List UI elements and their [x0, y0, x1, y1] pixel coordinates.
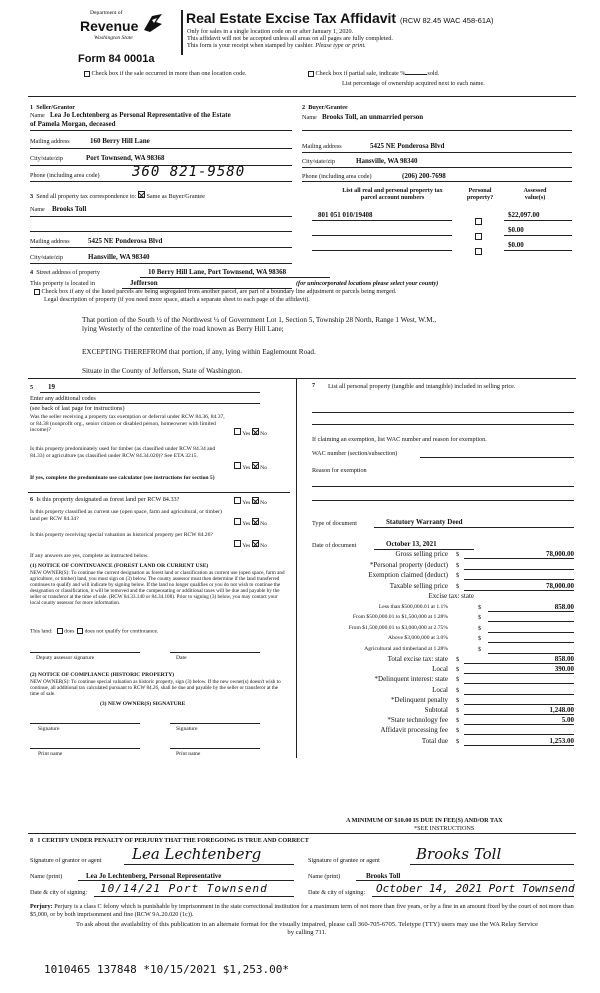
perjury-note: Perjury: Perjury is a class C felony which is punishable by imprisonment in the state correctional institution for a maximum term of not more than five years, or by a fine in an amount fixed by the court of not more than $5,000, or by both imprisonment and fine (RCW 9A.20.020 (1c)).: [30, 903, 574, 918]
codes-note: (see back of last page for instructions): [30, 405, 125, 412]
tax-name[interactable]: Brooks Toll: [52, 205, 87, 213]
currency-symbol: $: [456, 561, 460, 569]
section5-number: 5: [30, 384, 34, 391]
see-instructions: *SEE INSTRUCTIONS: [414, 825, 475, 832]
buyer-name-label: Name: [302, 114, 317, 121]
personal-property-checkbox[interactable]: [475, 242, 482, 260]
notice1-text: NEW OWNER(S): To continue the current designation as forest land or classification as current use (open space, farm and agriculture, or timber) land, you must sign on (3) below. The county assessor must then determine if the land transferred continues to qualify and will indicate by signing below. If the land no longer qualifies or you do not wish to continue the designation or classification, it will be removed and the compensating or additional taxes will be due and payable by the seller or transferor at the time of sale. (RCW 84.33.140 or 84.34.108). Prior to signing (3) below, you may contact your local county assessor for more information.: [30, 570, 285, 607]
section7-number: 7: [312, 382, 316, 389]
s6-q2: Is this property classified as current use (open space, farm and agricultural, or timber) land per RCW 84.34?: [30, 509, 222, 522]
new-owner-print2-label: Print name: [176, 751, 201, 757]
form-title: [186, 10, 494, 26]
doc-date[interactable]: October 13, 2021: [386, 540, 437, 548]
currency-symbol: $: [456, 572, 460, 579]
new-owner-signature-label: Signature: [38, 726, 60, 732]
multi-location-label: Check box if the sale occurred in more than one location code.: [91, 70, 247, 77]
seller-mail[interactable]: 160 Berry Hill Lane: [90, 137, 150, 145]
tax-row-label: Total due: [421, 736, 448, 745]
s6-q2-answer[interactable]: Yes No: [234, 518, 267, 528]
buyer-city[interactable]: Hansville, WA 98340: [356, 157, 418, 165]
currency-symbol: $: [456, 717, 460, 725]
assessed-value[interactable]: $0.00: [508, 241, 524, 249]
header-note-1: Only for sales in a single location code on or after January 1, 2020.: [187, 28, 354, 35]
currency-symbol: $: [456, 676, 460, 684]
new-owner-signature2-label: Signature: [176, 726, 198, 732]
agency-state: Washington State: [94, 35, 133, 41]
legal-line-4: Situate in the County of Jefferson, State of Washington.: [82, 367, 243, 375]
same-as-buyer-checkbox[interactable]: [138, 191, 145, 198]
tax-row-value[interactable]: 390.00: [554, 665, 574, 674]
s6-q3: Is this property receiving special valuation as historical property per RCW 84.26?: [30, 532, 213, 538]
tax-row-label: *Delinquent penalty: [391, 695, 448, 704]
currency-symbol: $: [456, 737, 460, 745]
grantor-name[interactable]: Lea Jo Lechtenberg, Personal Representative: [86, 872, 222, 880]
notice3-title: (3) NEW OWNER(S) SIGNATURE: [100, 701, 186, 707]
tax-mail-label: Mailing address: [30, 238, 70, 245]
form-title-text: Real Estate Excise Tax Affidavit: [186, 10, 397, 26]
header-note-2: This affidavit will not be accepted unless all areas on all pages are fully completed.: [187, 35, 393, 42]
seller-city-label: City/state/zip: [30, 155, 63, 162]
property-street[interactable]: 10 Berry Hill Lane, Port Townsend, WA 98368: [148, 268, 287, 276]
does-checkbox[interactable]: [57, 628, 63, 634]
reason-label: Reason for exemption: [312, 467, 367, 474]
notice1-title: (1) NOTICE OF CONTINUANCE (FOREST LAND OR CURRENT USE): [30, 563, 209, 569]
minimum-note: A MINIMUM OF $10.00 IS DUE IN FEE(S) AND/OR TAX: [346, 817, 503, 824]
partial-sale-check[interactable]: [308, 70, 439, 77]
grantor-date-label: Date & city of signing:: [30, 889, 88, 896]
form-number: Form 84 0001a: [78, 53, 155, 65]
seller-city[interactable]: Port Townsend, WA 98368: [86, 154, 165, 162]
s5-q1-answer[interactable]: Yes No: [234, 428, 267, 438]
header-note-3-text: This form is your receipt when stamped by cashier.: [187, 42, 314, 49]
currency-symbol: $: [478, 603, 482, 611]
tax-row-value[interactable]: 858.00: [554, 655, 574, 663]
s6-q1: 6 Is this property designated as forest land per RCW 84.33?: [30, 496, 180, 503]
grantor-name-label: Name (print): [30, 873, 63, 880]
tax-row-value[interactable]: 1,248.00: [549, 706, 574, 714]
section7-label: List all personal property (tangible and intangible) included in selling price.: [328, 383, 516, 390]
buyer-phone-label: Phone (including area code): [302, 173, 372, 180]
accessibility-note: To ask about the availability of this publication in an alternate format for the visually impaired, please call 360-705-6705. Teletype (TTY) users may use the WA Relay Service by calling 711.: [76, 921, 538, 936]
assessed-header: Assessed value(s): [523, 187, 547, 201]
header-note-3: [187, 42, 366, 49]
tax-city[interactable]: Hansville, WA 98340: [88, 253, 150, 261]
personal-property-box[interactable]: [475, 248, 482, 255]
currency-symbol: $: [456, 656, 460, 663]
seller-name-label: Name: [30, 112, 45, 119]
grantor-signature[interactable]: Lea Lechtenberg: [132, 845, 262, 863]
tax-row-label: *State technology fee: [387, 716, 448, 725]
currency-symbol: $: [456, 696, 460, 704]
grantee-name-label: Name (print): [308, 873, 341, 880]
codes-label: Enter any additional codes: [30, 395, 96, 402]
dept-line: Department of: [90, 10, 123, 16]
currency-symbol: $: [456, 707, 460, 714]
property-county[interactable]: Jefferson: [130, 279, 158, 287]
tax-row-value[interactable]: 5.00: [561, 716, 574, 725]
s5-q2-answer[interactable]: Yes No: [234, 462, 267, 472]
buyer-name[interactable]: Brooks Toll, an unmarried person: [322, 113, 424, 121]
seller-heading: 1 Seller/Grantor: [30, 104, 76, 111]
recording-stamp: 1010465 137848 *10/15/2021 $1,253.00*: [44, 963, 290, 976]
tax-row-label: Taxable selling price: [389, 581, 448, 590]
tax-name-label: Name: [30, 206, 45, 213]
unincorporated-note: (for unincorporated locations please select your county): [296, 280, 439, 287]
currency-symbol: $: [478, 624, 482, 632]
tax-corr-line: 3 Send all property tax correspondence to: Same as Buyer/Grantee: [30, 193, 205, 200]
this-land-line: This land: does does not qualify for continuance.: [30, 628, 159, 635]
deputy-sig-label: Deputy assessor signature: [36, 655, 95, 661]
tax-row-label: Less than $500,000.01 at 1.1%: [378, 603, 448, 610]
currency-symbol: $: [456, 666, 460, 674]
tax-city-label: City/state/zip: [30, 254, 63, 261]
new-owner-print-label: Print name: [38, 751, 63, 757]
seller-name-line2[interactable]: of Pamela Morgan, deceased: [30, 120, 116, 128]
s6-q3-answer[interactable]: Yes No: [234, 540, 267, 550]
personal-property-box[interactable]: [475, 233, 482, 240]
currency-symbol: $: [478, 614, 482, 621]
currency-symbol: $: [456, 582, 460, 590]
dor-mark-icon: [142, 12, 164, 34]
grantor-date[interactable]: 10/14/21 Port Townsend: [100, 882, 268, 895]
tax-row-label: Subtotal: [424, 706, 448, 714]
certify-line: 8 I CERTIFY UNDER PENALTY OF PERJURY THAT THE FOREGOING IS TRUE AND CORRECT: [30, 837, 309, 844]
buyer-mail[interactable]: 5425 NE Ponderosa Blvd: [370, 142, 445, 150]
buyer-heading: 2 Buyer/Grantee: [302, 104, 348, 111]
partial-sale-label: Check box if partial sale, indicate %: [315, 70, 406, 77]
doc-type[interactable]: Statutory Warranty Deed: [386, 518, 463, 526]
notice2-title: (2) NOTICE OF COMPLIANCE (HISTORIC PROPERTY): [30, 672, 175, 678]
seller-phone-label: Phone (including area code): [30, 172, 100, 179]
multi-location-check[interactable]: [84, 70, 247, 77]
currency-symbol: $: [478, 635, 482, 642]
parcel-header: List all real and personal property tax parcel account numbers: [342, 187, 443, 201]
land-use-code[interactable]: 19: [48, 383, 55, 391]
legal-line-1: That portion of the South ½ of the Northwest ¼ of Government Lot 1, Section 5, Township 28 North, Range 1 West, W.M.,: [82, 316, 437, 324]
street-label: 4 Street address of property: [30, 269, 100, 276]
tax-row-label: From $1,500,000.01 to $3,000,000 at 2.75%: [348, 624, 448, 631]
doc-date-label: Date of document: [312, 542, 357, 549]
s5-q3: If yes, complete the predominate use calculator (see instructions for section 5): [30, 475, 215, 481]
tax-row-value[interactable]: 78,000.00: [546, 550, 574, 558]
exempt-label: If claiming an exemption, list WAC number and reason for exemption.: [312, 436, 487, 443]
grantee-sig-label: Signature of grantee or agent: [308, 857, 380, 864]
segregated-checkbox[interactable]: [34, 289, 40, 295]
legal-line-2: lying Westerly of the centerline of the road known as Berry Hill Lane;: [82, 325, 284, 333]
wac-label: WAC number (section/subsection): [312, 450, 398, 457]
currency-symbol: $: [456, 551, 460, 558]
grantor-sig-label: Signature of grantor or agent: [30, 857, 102, 864]
tax-row-label: *Delinquent interest: state: [374, 675, 448, 684]
buyer-phone[interactable]: (206) 200-7698: [402, 172, 446, 180]
ownership-note: List percentage of ownership acquired next to each name.: [342, 80, 485, 87]
tax-row-label: Local: [432, 685, 448, 694]
s6-q1-answer[interactable]: Yes No: [234, 497, 267, 507]
doc-type-label: Type of document: [312, 520, 357, 527]
grantee-date[interactable]: October 14, 2021 Port Townsend: [376, 882, 575, 895]
buyer-city-label: City/state/zip: [302, 158, 335, 165]
tax-row-label: From $500,000.01 to $1,500,000 at 1.28%: [352, 614, 448, 620]
assessed-value[interactable]: $22,097.00: [508, 211, 540, 219]
currency-symbol: $: [478, 645, 482, 653]
tax-mail[interactable]: 5425 NE Ponderosa Blvd: [88, 237, 163, 245]
s6-q4: If any answers are yes, complete as instructed below.: [30, 553, 149, 559]
tax-row-label: *Personal property (deduct): [369, 560, 448, 569]
s5-q1: Was the seller receiving a property tax exemption or deferral under RCW 84.36, 84.37, or 84.38 (nonprofit org., senior citizen or disabled person, homeowner with limited income)?: [30, 414, 225, 433]
tax-row-label: Local: [432, 665, 448, 674]
segregated-label: Check box if any of the listed parcels are being segregated from another parcel, are part of a boundary line adjustment or parcels being merged.: [41, 288, 397, 295]
tax-row-label: Exemption claimed (deduct): [368, 571, 448, 579]
tax-row-label: Affidavit processing fee: [380, 726, 448, 735]
seller-name[interactable]: Lea Jo Lechtenberg as Personal Representative of the Estate: [50, 111, 231, 119]
segregated-check[interactable]: [34, 288, 396, 295]
tax-row-label: Above $3,000,000 at 3.0%: [388, 635, 448, 641]
sold-label: sold.: [427, 70, 440, 77]
excise-state-label: Excise tax: state: [428, 592, 474, 600]
multi-location-checkbox[interactable]: [84, 71, 90, 77]
grantee-date-label: Date & city of signing:: [308, 889, 366, 896]
located-label: This property is located in: [30, 280, 95, 287]
personal-property-box[interactable]: [475, 218, 482, 225]
tax-row-value[interactable]: 78,000.00: [546, 581, 574, 590]
legal-label: Legal description of property (if you need more space, attach a separate sheet to each page of the affidavit).: [44, 296, 310, 303]
header-note-3-emph: Please type or print.: [315, 42, 366, 49]
does-not-checkbox[interactable]: [77, 628, 83, 634]
tax-row-label: Gross selling price: [395, 550, 448, 558]
seller-mail-label: Mailing address: [30, 138, 70, 145]
tax-row-value[interactable]: 1,253.00: [549, 736, 574, 745]
tax-row-value[interactable]: 858.00: [554, 602, 574, 611]
agency-name: Revenue: [80, 18, 139, 34]
currency-symbol: $: [456, 686, 460, 694]
partial-sale-checkbox[interactable]: [308, 71, 314, 77]
grantee-signature[interactable]: Brooks Toll: [416, 845, 502, 863]
assessed-value[interactable]: $0.00: [508, 226, 524, 234]
legal-line-3: EXCEPTING THEREFROM that portion, if any, lying within Eaglemount Road.: [82, 348, 316, 356]
buyer-mail-label: Mailing address: [302, 143, 342, 150]
personal-header: Personal property?: [466, 187, 494, 201]
currency-symbol: $: [456, 727, 460, 735]
dor-logo: [80, 10, 175, 50]
notice2-text: NEW OWNER(S): To continue special valuation as historic property, sign (3) below. If the new owner(s) doesn't wish to continue, all additional tax calculated pursuant to RCW 84.26, shall be due and payable by the seller or transferor at the time of sale.: [30, 679, 281, 698]
tax-row-label: Total excise tax: state: [387, 655, 448, 663]
s5-q2: Is this property predominately used for timber (as classified under RCW 84.34 and 84.33) or agriculture (as classified under RCW 84.34.020)? See ETA 3215.: [30, 446, 216, 459]
grantee-name[interactable]: Brooks Toll: [366, 872, 401, 880]
tax-row-label: Agricultural and timberland at 1.28%: [364, 645, 448, 652]
seller-phone[interactable]: 360 821-9580: [132, 164, 246, 180]
form-citation: (RCW 82.45 WAC 458-61A): [399, 16, 494, 25]
deputy-date-label: Date: [176, 655, 187, 661]
parcel-number[interactable]: 801 051 010/19408: [318, 211, 373, 219]
